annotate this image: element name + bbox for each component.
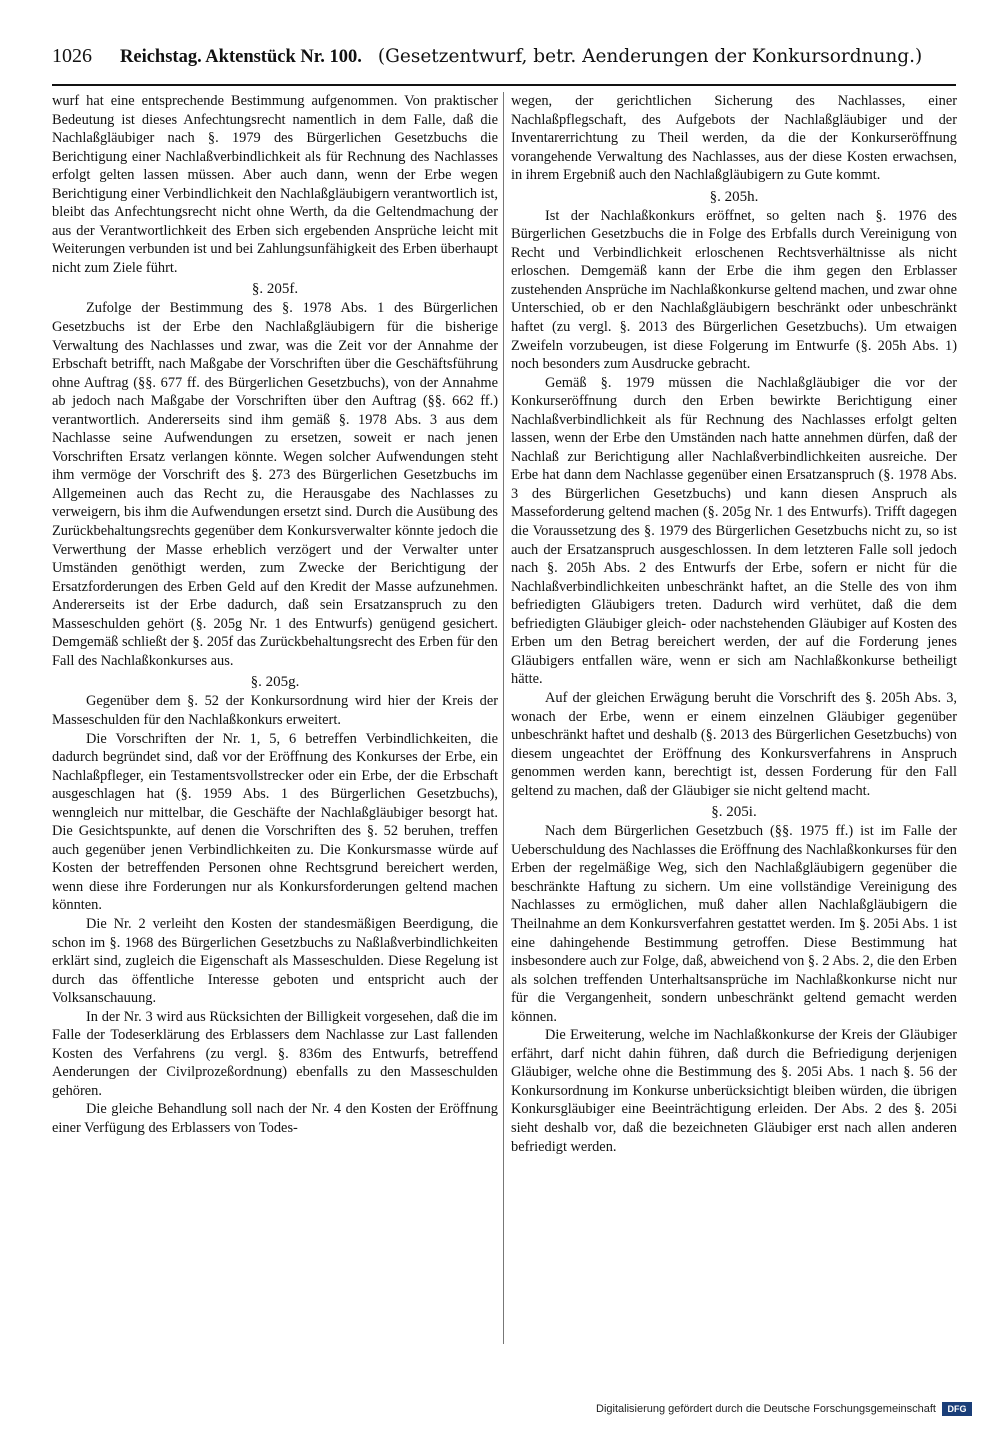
section-heading-205h: §. 205h.	[709, 188, 759, 205]
dfg-logo-icon: DFG	[942, 1402, 972, 1416]
paragraph: Auf der gleichen Erwägung beruht die Vorschrift des §. 205h Abs. 3, wonach der Erbe, wenn er einem einzelnen Gläubiger gegenüber unbeschränkt haftet und deshalb (§. 2013 des Bürgerlichen Gesetzbuchs) von diesem ungeachtet der Eröffnung des Konkursverfahrens in Anspruch genommen werden kann, berechtigt ist, dessen Forderung für den Fall geltend zu machen, daß der Gläubiger sie nicht geltend macht.	[511, 689, 957, 799]
header-subtitle: (Gesetzentwurf, betr. Aenderungen der Konkursordnung.)	[377, 46, 923, 67]
paragraph: In der Nr. 3 wird aus Rücksichten der Billigkeit vorgesehen, daß die im Falle der Todeserklärung des Erblassers dem Nachlasse zur Last fallenden Kosten des Verfahrens (zu vergl. §. 836m des Entwurfs, betreffend Aenderungen der Civilprozeßordnung) ebenfalls zu den Masseschulden gehören.	[52, 1008, 498, 1099]
section-heading-205i: §. 205i.	[711, 804, 757, 821]
page-number: 1026	[52, 45, 92, 67]
footer-credit: Digitalisierung gefördert durch die Deutsche Forschungsgemeinschaft	[596, 1403, 936, 1415]
section-heading-205g: §. 205g.	[250, 674, 300, 691]
paragraph: Die Nr. 2 verleiht den Kosten der standesmäßigen Beerdigung, die schon im §. 1968 des Bürgerlichen Gesetzbuchs zu Naßlaßverbindlichkeiten erklärt sind, zugleich die Eigenschaft als Masseschulden. Diese Regelung ist durch das öffentliche Interesse geboten und entspricht auch der Volksanschauung.	[52, 915, 498, 1007]
paragraph: Zufolge der Bestimmung des §. 1978 Abs. 1 des Bürgerlichen Gesetzbuchs ist der Erbe den Nachlaßgläubigern für die bisherige Verwaltung des Nachlasses und zwar, was die Zeit vor der Annahme der Erbschaft betrifft, nach Maßgabe der Vorschriften über die Geschäftsführung ohne Auftrag (§§. 677 ff. des Bürgerlichen Gesetzbuchs), von der Annahme ab jedoch nach Maßgabe der Vorschriften über den Auftrag (§§. 662 ff.) verantwortlich. Andererseits sind ihm gemäß §. 1978 Abs. 3 aus dem Nachlasse seine Aufwendungen zu ersetzen, soweit er nach jenen Vorschriften Ersatz verlangen könnte. Wegen solcher Aufwendungen steht ihm vermöge der Vorschrift des §. 273 des Bürgerlichen Gesetzbuchs im Allgemeinen auch das Recht zu, die Herausgabe des Nachlasses zu verweigern, bis ihm die Aufwendungen ersetzt sind. Durch die Ausübung des Zurückbehaltungsrechts gegenüber dem Konkursverwalter könnte jedoch die Verwerthung der Masse erheblich verzögert und der Verwalter unter Umständen genöthigt werden, zum Zwecke der Berichtigung der Ersatzforderungen des Erben Geld auf den Kredit der Masse aufzunehmen. Andererseits ist der Erbe dadurch, daß sein Ersatzanspruch zu den Masseschulden gehört (§. 205g Nr. 1 des Entwurfs) genügend gesichert. Demgemäß schließt der §. 205f das Zurückbehaltungsrecht des Erben für den Fall des Nachlaßkonkurses aus.	[52, 300, 498, 669]
paragraph: Die Vorschriften der Nr. 1, 5, 6 betreffen Verbindlichkeiten, die dadurch begründet sind, daß vor der Eröffnung des Konkurses der Erbe, ein Nachlaßpfleger, ein Testamentsvollstrecker oder ein Erbe, der die Erbschaft ausgeschlagen hat (§. 1959 Abs. 1 des Bürgerlichen Gesetzbuchs), wenngleich nur mittelbar, die Geschäfte der Nachlaßgläubiger besorgt hat. Die Gesichtspunkte, auf denen die Vorschriften des §. 52 beruhen, treffen auch gegenüber jenen Verbindlichkeiten zu. Die Konkursmasse würde auf Kosten der betreffenden Personen ohne Rechtsgrund bereichert werden, wenn diese ihre Forderungen nur als Konkursforderungen geltend machen könnten.	[52, 730, 498, 914]
column-divider	[503, 92, 504, 1344]
paragraph: Die gleiche Behandlung soll nach der Nr. 4 den Kosten der Eröffnung einer Verfügung des Erblassers von Todes-	[52, 1101, 498, 1136]
paragraph: Ist der Nachlaßkonkurs eröffnet, so gelten nach §. 1976 des Bürgerlichen Gesetzbuchs die in Folge des Erbfalls durch Vereinigung von Recht und Verbindlichkeit erloschenen Rechtsverhältnisse als nicht erloschen. Demgemäß kann der Erbe die ihm gegen den Erblasser zustehenden Ansprüche im Nachlaßkonkurse geltend machen, und zwar ohne Unterschied, ob er den Nachlaßgläubigern beschränkt oder unbeschränkt haftet (zu vergl. §. 2013 des Bürgerlichen Gesetzbuchs). Um etwaigen Zweifeln vorzubeugen, ist diese Folgerung im Entwurfe (§. 205h Abs. 1) noch besonders zum Ausdrucke gebracht.	[511, 207, 957, 373]
left-column	[52, 92, 498, 1138]
section-heading-205f: §. 205f.	[251, 281, 299, 298]
digitization-footer	[596, 1402, 972, 1416]
header-title: Reichstag. Aktenstück Nr. 100.	[120, 47, 362, 67]
paragraph: Die Erweiterung, welche im Nachlaßkonkurse der Kreis der Gläubiger erfährt, darf nicht dahin führen, daß durch die Befriedigung derjenigen Gläubiger, welche ohne die Bestimmung des §. 205i Abs. 1 nach §. 56 der Konkursordnung im Konkurse unberücksichtigt bleiben würden, die übrigen Konkursgläubiger eine Beeinträchtigung erleiden. Der Abs. 2 des §. 205i sieht deshalb vor, daß die bezeichneten Gläubiger erst nach allen anderen befriedigt werden.	[511, 1027, 957, 1155]
right-column	[511, 92, 957, 1156]
paragraph: wurf hat eine entsprechende Bestimmung aufgenommen. Von praktischer Bedeutung ist dieses Anfechtungsrecht namentlich in dem Falle, daß die Nachlaßgläubiger nach §. 1979 des Bürgerlichen Gesetzbuchs die Berichtigung einer Nachlaßverbindlichkeit als für Rechnung des Nachlasses erfolgt gelten lassen müssen. Aber auch dann, wenn der Erbe wegen Berichtigung einer Verbindlichkeit den Nachlaßgläubigern verantwortlich ist, bleibt das Anfechtungsrecht nicht ohne Werth, da die Geltendmachung der aus der Verantwortlichkeit des Erben sich ergebenden Ansprüche leicht mit Weiterungen verbunden ist und bei Zahlungsunfähigkeit des Erben überhaupt nicht zum Ziele führt.	[52, 93, 498, 276]
header-rule	[52, 84, 956, 86]
paragraph: wegen, der gerichtlichen Sicherung des Nachlasses, einer Nachlaßpflegschaft, des Aufgebots der Nachlaßgläubiger und der Inventarerrichtung zu Theil werden, da die der Konkurseröffnung vorangehende Verwaltung des Nachlasses, aus der diese Kosten erwachsen, in ihrem Ergebniß auch den Nachlaßgläubigern zu Gute kommt.	[511, 93, 957, 184]
paragraph: Gemäß §. 1979 müssen die Nachlaßgläubiger die vor der Konkurseröffnung durch den Erben bewirkte Berichtigung einer Nachlaßverbindlichkeit als für Rechnung des Nachlasses erfolgt gelten lassen, wenn der Erbe den Umständen nach hatte annehmen dürfen, daß der Nachlaß zur Berichtigung aller Nachlaßverbindlichkeiten ausreiche. Der Erbe hat dann dem Nachlasse gegenüber einen Ersatzanspruch (§. 1978 Abs. 3 des Bürgerlichen Gesetzbuchs) und kann diesen Anspruch als Masseforderung geltend machen (§. 205g Nr. 1 des Entwurfs). Trifft dagegen die Voraussetzung des §. 1979 des Bürgerlichen Gesetzbuchs nicht zu, so ist auch der Ersatzanspruch ausgeschlossen. In dem letzteren Falle soll jedoch nach §. 205h Abs. 2 des Entwurfs der Erbe, sofern er nicht für die Nachlaßverbindlichkeiten unbeschränkt haftet, an die Stelle des von ihm befriedigten Gläubigers treten. Dadurch wird verhütet, daß die dem befriedigten Gläubiger gleich- oder nachstehenden Gläubiger auf Kosten des Erben um den Betrag bereichert werden, der auf die Forderung jenes Gläubigers entfallen wäre, wenn er sich am Nachlaßkonkurse betheiligt hätte.	[511, 374, 957, 688]
paragraph: Gegenüber dem §. 52 der Konkursordnung wird hier der Kreis der Masseschulden für den Nachlaßkonkurs erweitert.	[52, 693, 498, 728]
running-header	[52, 44, 952, 69]
paragraph: Nach dem Bürgerlichen Gesetzbuch (§§. 1975 ff.) ist im Falle der Ueberschuldung des Nachlasses die Eröffnung des Nachlaßkonkurses für den Erben der regelmäßige Weg, sich den Nachlaßgläubigern gegenüber die beschränkte Haftung zu sichern. Um eine vollständige Vereinigung des Nachlasses zu ermöglichen, muß daher allen Nachlaßgläubigern die Theilnahme an dem Konkursverfahren gestattet werden. Im §. 205i Abs. 1 ist eine dahingehende Bestimmung getroffen. Diese Bestimmung hat insbesondere auch zur Folge, daß, abweichend von §. 2 Abs. 2, die den Erben als solchen treffenden Unterhaltsansprüche im Nachlaßkonkurse nicht nur für die Vergangenheit, sondern unbeschränkt geltend gemacht werden können.	[511, 823, 957, 1025]
